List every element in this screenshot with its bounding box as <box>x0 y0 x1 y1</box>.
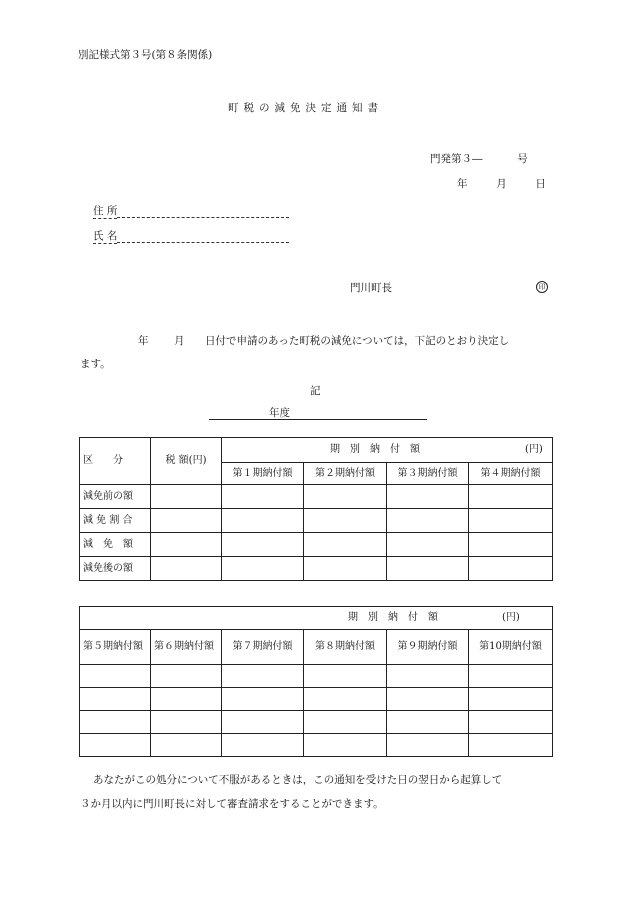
table-cell <box>304 711 387 734</box>
table-cell <box>469 533 553 557</box>
date-line <box>457 176 546 191</box>
table-cell <box>304 734 387 757</box>
fiscal-year-label: 年度 <box>269 407 290 419</box>
table-cell <box>387 665 469 688</box>
table-cell <box>469 734 553 757</box>
reduction-table <box>79 437 553 581</box>
page-title: 町税の減免決定通知書 <box>228 102 383 114</box>
table-cell <box>304 557 387 581</box>
header-period-payment <box>222 438 553 463</box>
ki-heading: 記 <box>310 385 321 397</box>
table-cell <box>151 557 222 581</box>
date-year-label: 年 <box>457 178 468 190</box>
table-cell <box>469 557 553 581</box>
body-month: 月 <box>174 335 185 347</box>
table-cell <box>80 688 151 711</box>
table-cell <box>387 557 469 581</box>
body-text-line1: 日付で申請のあった町税の減免については，下記のとおり決定し <box>205 335 510 347</box>
header-period-payment-2 <box>80 607 553 630</box>
footer-text-line2: ３か月以内に門川町長に対して審査請求をすることができます。 <box>80 798 384 810</box>
table-cell <box>387 509 469 533</box>
seal-icon: 印 <box>536 281 548 293</box>
table-cell <box>387 734 469 757</box>
table-cell <box>469 688 553 711</box>
table-cell <box>304 509 387 533</box>
table-cell <box>304 665 387 688</box>
table-cell <box>469 665 553 688</box>
table-cell <box>304 485 387 509</box>
table-cell <box>469 711 553 734</box>
address-line <box>93 203 289 219</box>
yen-unit-label: (円) <box>525 444 543 456</box>
header-period-1: 第１期納付額 <box>222 463 304 485</box>
table-cell <box>151 711 222 734</box>
table-cell <box>151 485 222 509</box>
name-line <box>93 228 289 244</box>
table-cell <box>222 688 304 711</box>
period-payment-label: 期 別 納 付 額 <box>330 444 420 456</box>
document-number <box>430 151 528 166</box>
header-period-2: 第２期納付額 <box>304 463 387 485</box>
header-period-9: 第９期納付額 <box>387 630 469 665</box>
table-cell <box>387 711 469 734</box>
table-cell <box>222 665 304 688</box>
body-year: 年 <box>138 335 149 347</box>
period-payment-table <box>79 606 553 757</box>
header-period-6: 第６期納付額 <box>151 630 222 665</box>
table-cell <box>387 688 469 711</box>
table-cell <box>80 734 151 757</box>
table-cell <box>151 665 222 688</box>
header-period-7: 第７期納付額 <box>222 630 304 665</box>
table-cell <box>387 533 469 557</box>
header-period-4: 第４期納付額 <box>469 463 553 485</box>
table-cell <box>469 509 553 533</box>
table-cell <box>80 665 151 688</box>
header-period-3: 第３期納付額 <box>387 463 469 485</box>
table-cell <box>222 485 304 509</box>
document-number-suffix: 号 <box>517 153 528 165</box>
table-cell <box>222 557 304 581</box>
address-blank <box>117 205 289 218</box>
header-period-5: 第５期納付額 <box>80 630 151 665</box>
date-day-label: 日 <box>535 178 546 190</box>
table-cell <box>304 688 387 711</box>
table-cell <box>151 509 222 533</box>
date-month-label: 月 <box>496 178 507 190</box>
fiscal-year-line <box>209 405 427 420</box>
table-cell <box>151 688 222 711</box>
table-cell <box>222 533 304 557</box>
body-text-line2: ます。 <box>80 358 111 370</box>
table-cell <box>469 485 553 509</box>
row-label-before-reduction: 減免前の額 <box>80 485 151 509</box>
header-period-10: 第10期納付額 <box>469 630 553 665</box>
table-cell <box>151 533 222 557</box>
name-label: 氏 名 <box>93 230 118 242</box>
footer-text-line1: あなたがこの処分について不服があるときは，この通知を受けた日の翌日から起算して <box>93 774 503 786</box>
table-cell <box>387 485 469 509</box>
table-cell <box>222 734 304 757</box>
seal-mark <box>536 280 548 293</box>
table-cell <box>304 533 387 557</box>
table-cell <box>80 711 151 734</box>
header-tax-amount: 税 額(円) <box>151 438 222 485</box>
table-cell <box>222 711 304 734</box>
name-blank <box>117 230 289 243</box>
document-number-prefix: 門発第３― <box>430 153 483 165</box>
period-payment-label-2: 期 別 納 付 額 <box>348 612 438 624</box>
form-number: 別記様式第３号(第８条関係) <box>78 49 213 61</box>
row-label-reduction-amount: 減 免 額 <box>80 533 151 557</box>
table-cell <box>151 734 222 757</box>
yen-unit-label-2: (円) <box>502 612 520 624</box>
address-label: 住 所 <box>93 205 118 217</box>
header-period-8: 第８期納付額 <box>304 630 387 665</box>
header-kubun: 区 分 <box>80 438 151 485</box>
table-cell <box>222 509 304 533</box>
issuer-name: 門川町長 <box>350 282 392 294</box>
row-label-reduction-rate: 減 免 割 合 <box>80 509 151 533</box>
row-label-after-reduction: 減免後の額 <box>80 557 151 581</box>
